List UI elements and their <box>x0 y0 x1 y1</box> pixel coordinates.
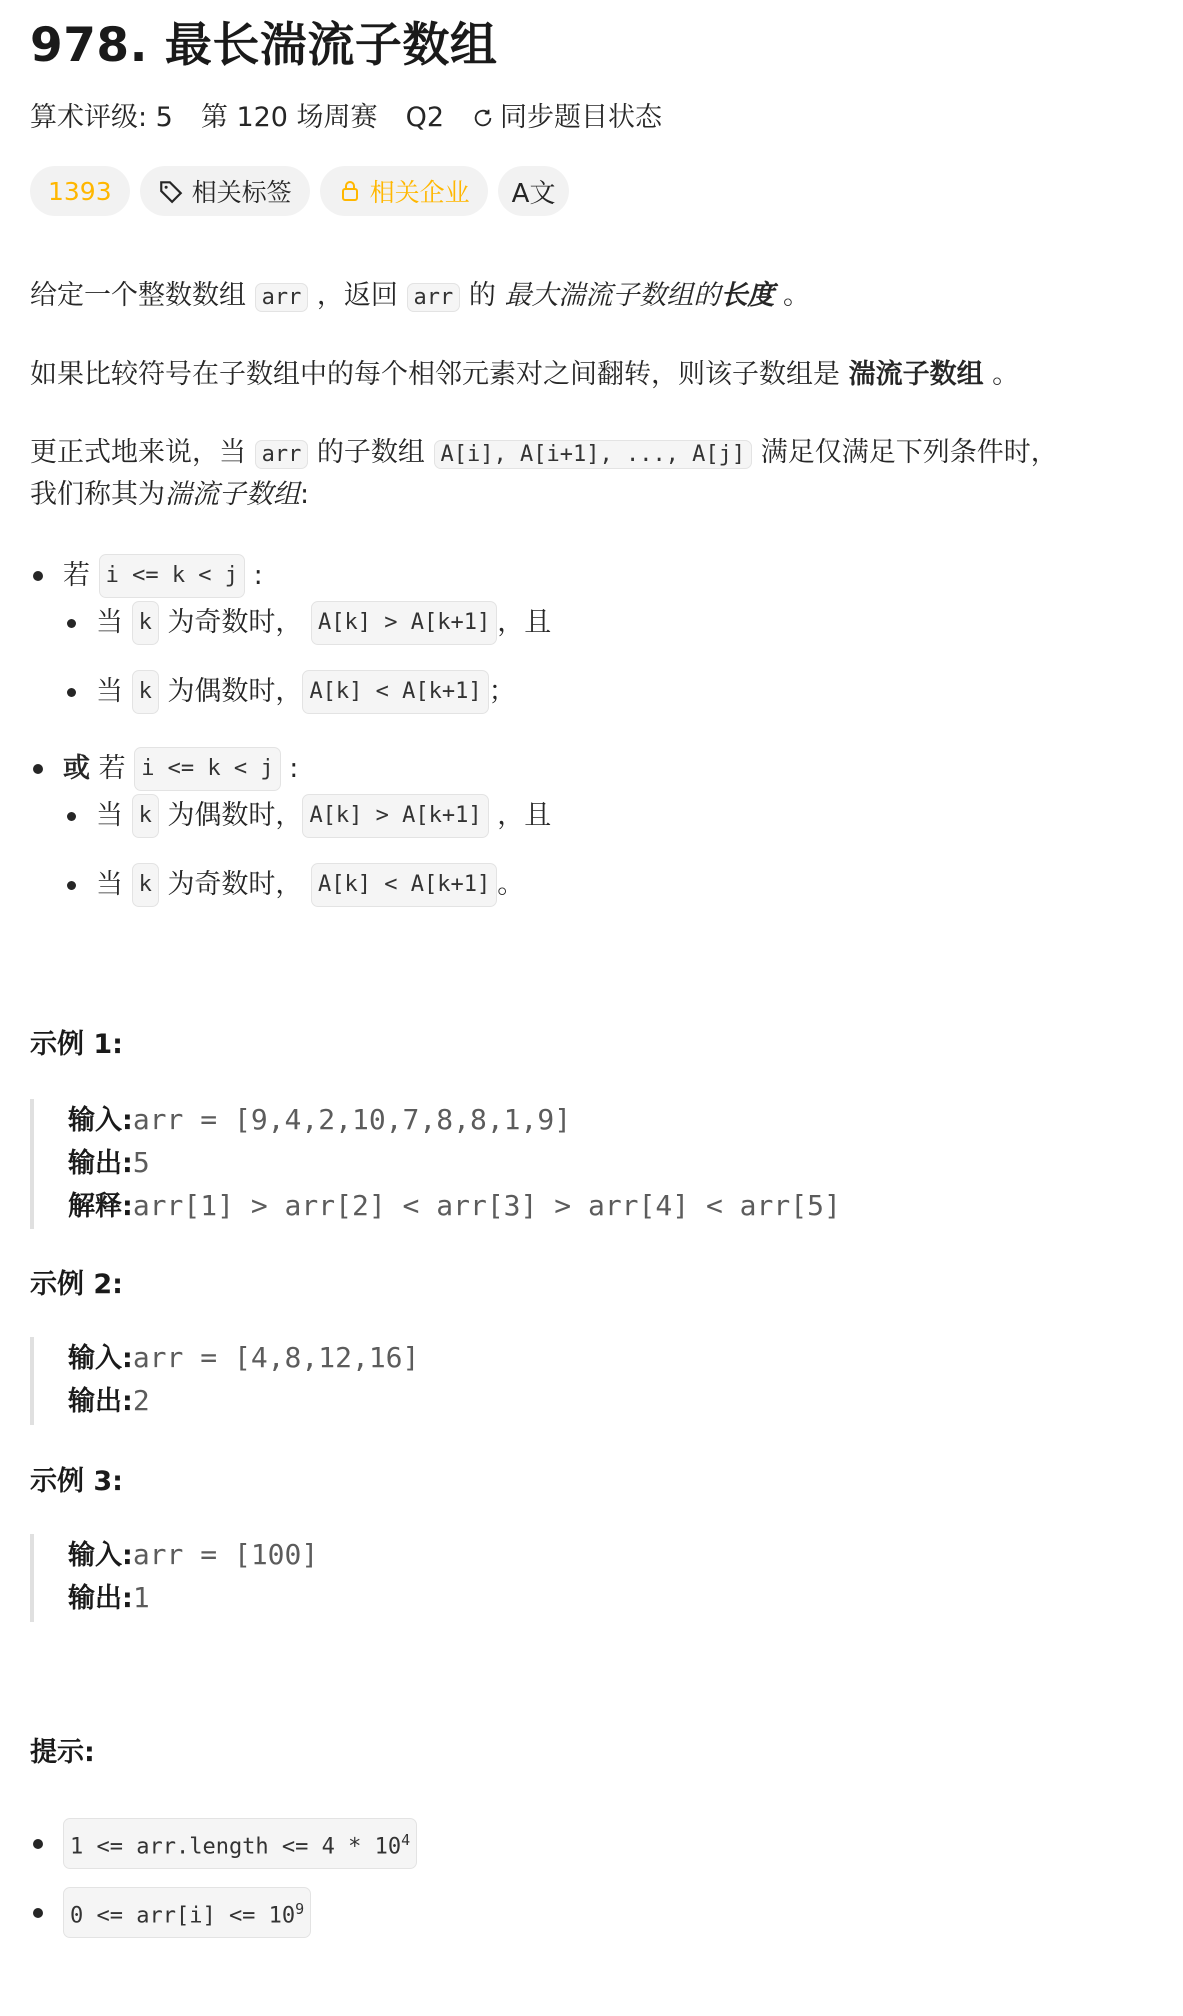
description-paragraph-2: 如果比较符号在子数组中的每个相邻元素对之间翻转，则该子数组是 湍流子数组 。 <box>30 359 1020 390</box>
example-1-block: 输入: arr = [9,4,2,10,7,8,8,1,9] 输出: 5 解释: arr[1] > arr[2] < arr[3] > arr[4] < arr[5] <box>30 1099 841 1229</box>
example-2-output: 2 <box>132 1384 150 1417</box>
example-2-input: arr = [4,8,12,16] <box>132 1341 420 1374</box>
example-1-input: arr = [9,4,2,10,7,8,8,1,9] <box>132 1103 572 1136</box>
submission-count-tag[interactable] <box>30 166 130 216</box>
condition-2: 或 若 i <= k < j : <box>33 747 298 791</box>
example-3-input: arr = [100] <box>132 1538 319 1571</box>
description-paragraph-1: 给定一个整数数组 arr ，返回 arr 的 最大湍流子数组的长度 。 <box>30 280 811 311</box>
tag-bar <box>30 166 1153 216</box>
related-tags-button[interactable] <box>140 166 310 216</box>
hint-2: $0 <= arr[i] <= 10^9$ <box>33 1887 311 1938</box>
example-3-output: 1 <box>132 1581 150 1614</box>
condition-2-odd: 当 k 为奇数时， A[k] < A[k+1] 。 <box>67 863 524 907</box>
contest-link[interactable]: 第 120 场周赛 <box>200 102 378 133</box>
sync-status-button[interactable] <box>472 98 662 138</box>
condition-1: 若 i <= k < j : <box>33 554 263 598</box>
description-paragraph-3: 更正式地来说，当 arr 的子数组 A[i], A[i+1], ..., A[j] 满足仅满足下列条件时， 我们称其为湍流子数组: <box>30 437 1058 510</box>
example-2-heading: 示例 2: <box>30 1269 123 1300</box>
example-1-heading: 示例 1: <box>30 1029 123 1060</box>
example-2-block: 输入: arr = [4,8,12,16] 输出: 2 <box>30 1337 419 1425</box>
problem-title: 978. 最长湍流子数组 <box>30 18 498 73</box>
example-3-heading: 示例 3: <box>30 1466 123 1497</box>
condition-1-even: 当 k 为偶数时， A[k] < A[k+1] ； <box>67 670 516 714</box>
condition-1-odd: 当 k 为奇数时， A[k] > A[k+1] ，且 <box>67 601 551 645</box>
translate-icon: A文 <box>511 178 556 209</box>
related-companies-label: 相关企业 <box>369 178 470 207</box>
related-tags-label: 相关标签 <box>191 178 292 207</box>
example-1-explain: arr[1] > arr[2] < arr[3] > arr[4] < arr[5] <box>132 1189 841 1222</box>
rating-text: 算术评级: 5 <box>30 102 173 133</box>
translate-button[interactable] <box>498 166 570 216</box>
count-label: 1393 <box>48 176 112 206</box>
hint-1: 1 <= arr.length <= $4 * 10^4$ <box>33 1818 417 1869</box>
related-companies-button[interactable] <box>320 166 488 216</box>
refresh-icon <box>472 107 494 129</box>
example-1-output: 5 <box>132 1146 150 1179</box>
example-3-block: 输入: arr = [100] 输出: 1 <box>30 1534 318 1622</box>
hints-heading: 提示: <box>30 1737 95 1768</box>
sync-label: 同步题目状态 <box>500 102 662 133</box>
condition-2-even: 当 k 为偶数时， A[k] > A[k+1] ，且 <box>67 794 551 838</box>
problem-meta <box>30 98 1153 138</box>
tag-icon <box>158 178 184 204</box>
problem-page <box>0 0 1183 216</box>
question-index: Q2 <box>405 102 444 133</box>
lock-icon <box>338 179 362 203</box>
